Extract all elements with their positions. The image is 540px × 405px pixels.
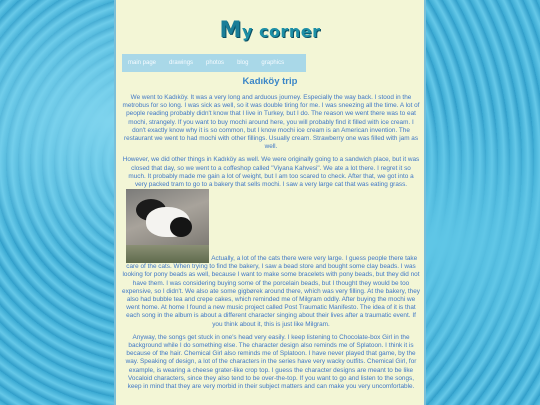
nav-photos[interactable]: photos bbox=[206, 60, 225, 66]
site-logo[interactable] bbox=[116, 18, 424, 43]
nav-graphics[interactable]: graphics bbox=[261, 60, 285, 66]
nav-bar bbox=[122, 54, 306, 72]
logo-text: y corner bbox=[241, 22, 321, 41]
post-body bbox=[122, 94, 420, 396]
nav-drawings[interactable]: drawings bbox=[169, 60, 194, 66]
nav-blog[interactable]: blog bbox=[237, 60, 249, 66]
paragraph-2-before: However, we did other things in Kadıköy as well. We were originally going to a sandwich place, but it was closed that day, so we went to a coffeshop called "Viyana Kahvesi". We ate a lot there. I regret it so much. It probably made me gain a lot of weight, but I am too scared to check. After that, we got into a very packed tram to go to a bakery that sells mochi. I saw a very large cat that was eating grass. bbox=[122, 156, 420, 189]
nav-main-page[interactable]: main page bbox=[128, 60, 157, 66]
paragraph-1: We went to Kadıköy. It was a very long and arduous journey. Especially the way back. I stood in the metrobus for so long. I was sick as well, so it was double tiring for me. I was sneezing all the time. A lot of people reading probably didn't know that I live in Turkey, but I do. The reason we went there was to eat mochi, strangely. If you want to buy mochi around here, you will probably find it filled with ice cream. I don't exactly know why it is so common, but I know mochi ice cream is an American invention. The restaurant we went to had mochi with other fillings. Usually cream. Strawberry one was filled with jam as well. bbox=[122, 94, 420, 151]
post-title: Kadıköy trip bbox=[242, 76, 298, 87]
paragraph-3: Anyway, the songs get stuck in one's head very easily. I keep listening to Chocolate-box Girl in the background while I do something else. The character design also reminds me of Splatoon. I think it is because of the hair. Chemical Girl also reminds me of Splatoon. I have never played that game, by the way. Speaking of design, a lot of the characters in the series have very wacky outfits. Chemical Girl, for example, is wearing a cheese grater-like crop top. I guess the character designs are meant to be like Vocaloid characters, since they also tend to be over-the-top. If you want to go and listen to the songs, keep in mind that they are very morbid in their subject matters and can make you very uncomfortable. bbox=[125, 333, 417, 391]
paragraph-2 bbox=[122, 156, 420, 328]
logo-initial: M bbox=[219, 18, 242, 43]
content-panel bbox=[114, 0, 426, 405]
paragraph-2-after: Actually, a lot of the cats there were very large. I guess people there take care of the cats. When trying to find the bakery, I saw a bead store and bought some clay beads. I was looking for pony beads as well, because I want to make some bracelets with pony beads, but they did not have them. I was considering buying some of the porcelain beads, but I thought they would be too expensive, so I didn't. We also ate some gigbørek around there, which was very filling. At the bakery, they also had bubble tea and crepe cakes, which reminded me of Milgram oddly. After buying the mochi we went home. At home I found a new music project called Post Traumatic Manifesto. The idea of it is that each song in the album is about a different character singing about their lives after a traumatic event. If you think about it, this is just like Milgram. bbox=[122, 255, 420, 328]
cat-photo bbox=[126, 189, 209, 263]
